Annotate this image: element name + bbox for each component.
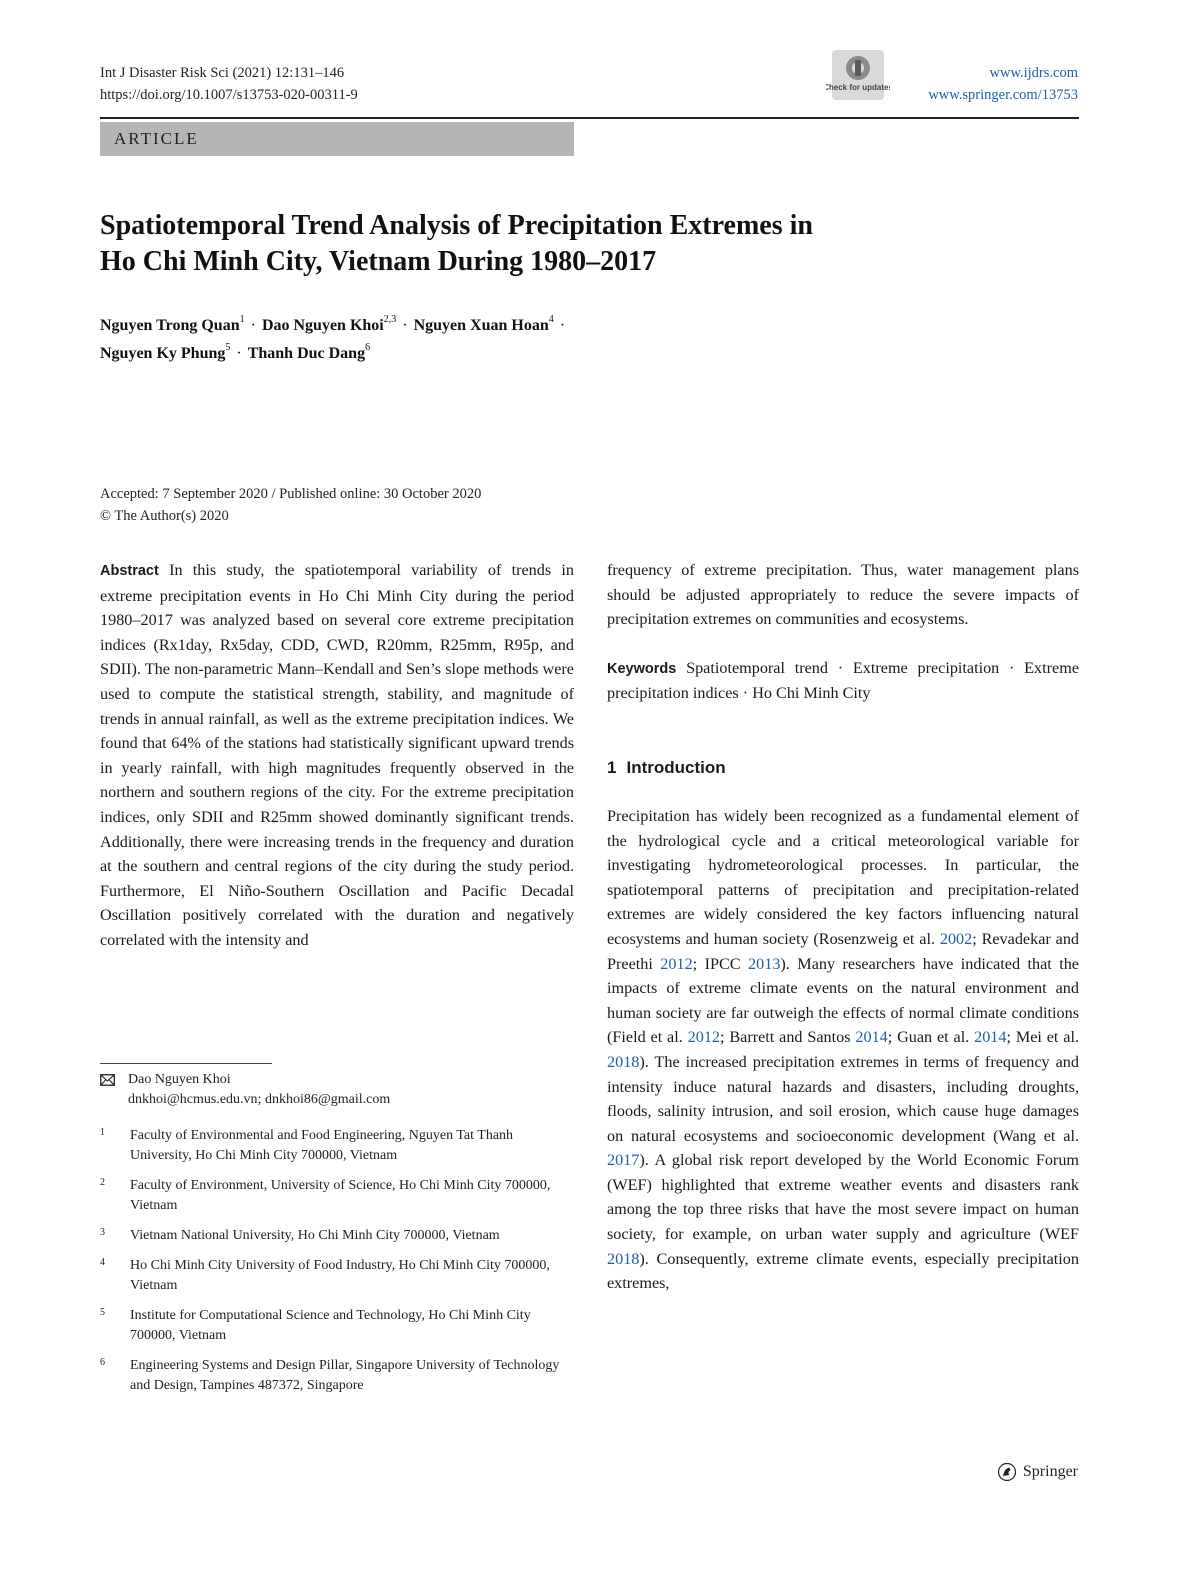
author-name[interactable]: Dao Nguyen Khoi bbox=[261, 317, 384, 334]
author-affiliation-mark: 5 bbox=[225, 342, 231, 353]
footnote-rule bbox=[100, 1063, 272, 1064]
journal-links bbox=[928, 62, 1078, 106]
author-separator: · bbox=[236, 345, 242, 362]
introduction-text-segment: ; Mei et al. bbox=[1006, 1028, 1080, 1047]
affiliation-text: Faculty of Environment, University of Science, Ho Chi Minh City 700000, Vietnam bbox=[130, 1178, 551, 1213]
springer-logo bbox=[997, 1462, 1078, 1482]
affiliation-item bbox=[100, 1176, 574, 1216]
introduction-text-segment: ; Barrett and Santos bbox=[720, 1028, 856, 1047]
affiliation-text: Institute for Computational Science and Technology, Ho Chi Minh City 700000, Vietnam bbox=[130, 1308, 531, 1343]
check-for-updates-badge[interactable] bbox=[826, 46, 890, 104]
author-name[interactable]: Thanh Duc Dang bbox=[247, 345, 366, 362]
header-rule bbox=[100, 117, 1079, 119]
author-name[interactable]: Nguyen Xuan Hoan bbox=[413, 317, 549, 334]
introduction-text-segment: ; Revadekar and Preethi bbox=[607, 929, 1080, 973]
introduction-text-segment: ; IPCC bbox=[692, 954, 749, 973]
author-name[interactable]: Nguyen Trong Quan bbox=[100, 317, 240, 334]
affiliation-item bbox=[100, 1356, 574, 1396]
citation-link[interactable]: 2018 bbox=[607, 1052, 640, 1071]
keywords-text: Spatiotemporal trend · Extreme precipitation · Extreme precipitation indices · Ho Chi Minh City bbox=[607, 658, 1080, 703]
introduction-text-segment: ). Consequently, extreme climate events, especially precipitation extremes, bbox=[607, 1249, 1079, 1293]
affiliation-number: 6 bbox=[100, 1357, 105, 1368]
citation-link[interactable]: 2013 bbox=[748, 954, 781, 973]
footnotes bbox=[100, 1070, 574, 1406]
affiliation-number: 2 bbox=[100, 1177, 105, 1188]
introduction-text-segment: Precipitation has widely been recognized as a fundamental element of the hydrological cycle and a critical meteorological variable for investigating hydrometeorological processes. In particular, the spatiotemporal patterns of precipitation and precipitation-related extremes are widely considered the key factors influencing natural ecosystems and human society (Rosenzweig et al. bbox=[607, 806, 1079, 948]
affiliation-text: Vietnam National University, Ho Chi Minh City 700000, Vietnam bbox=[130, 1228, 500, 1243]
journal-info bbox=[100, 62, 358, 106]
author-affiliation-mark: 6 bbox=[365, 342, 371, 353]
doi-link[interactable]: https://doi.org/10.1007/s13753-020-00311-9 bbox=[100, 87, 358, 103]
article-type-band: ARTICLE bbox=[100, 122, 574, 156]
section-title: Introduction bbox=[626, 757, 726, 777]
author-affiliation-mark: 1 bbox=[239, 314, 245, 325]
keywords-label: Keywords bbox=[607, 660, 677, 677]
corresponding-author-name: Dao Nguyen Khoi bbox=[128, 1072, 231, 1087]
affiliation-item bbox=[100, 1256, 574, 1296]
abstract-continued: frequency of extreme precipitation. Thus, water management plans should be adjusted appropriately to reduce the severe impacts of precipitation extremes on communities and ecosystems. bbox=[607, 561, 1079, 629]
affiliation-list bbox=[100, 1126, 574, 1396]
crossmark-label: Check for updates bbox=[826, 83, 890, 92]
author-separator: · bbox=[402, 317, 408, 334]
abstract bbox=[100, 558, 574, 953]
section-heading bbox=[607, 756, 1079, 780]
affiliation-number: 1 bbox=[100, 1127, 105, 1138]
affiliation-text: Engineering Systems and Design Pillar, Singapore University of Technology and Design, Tampines 487372, Singapore bbox=[130, 1358, 560, 1393]
crossmark-icon bbox=[826, 46, 890, 104]
envelope-icon bbox=[100, 1070, 116, 1110]
accepted-published-dates: Accepted: 7 September 2020 / Published online: 30 October 2020 bbox=[100, 486, 482, 502]
author-separator: · bbox=[559, 317, 566, 334]
citation-link[interactable]: 2014 bbox=[855, 1028, 888, 1047]
journal-site-link[interactable]: www.ijdrs.com bbox=[989, 65, 1078, 81]
introduction-text-segment: ; Guan et al. bbox=[887, 1028, 975, 1047]
author-separator: · bbox=[250, 317, 256, 334]
affiliation-text: Faculty of Environmental and Food Engineering, Nguyen Tat Thanh University, Ho Chi Minh City 700000, Vietnam bbox=[130, 1128, 514, 1163]
corresponding-author bbox=[100, 1070, 574, 1110]
author-affiliation-mark: 2,3 bbox=[383, 314, 397, 325]
title-line-1: Spatiotemporal Trend Analysis of Precipitation Extremes in bbox=[100, 210, 813, 241]
citation-link[interactable]: 2012 bbox=[660, 954, 693, 973]
introduction-text-segment: ). Many researchers have indicated that the impacts of extreme climate events on the natural environment and human society are far outweigh the effects of normal climate conditions (Field et al. bbox=[607, 954, 1079, 1047]
abstract-text: In this study, the spatiotemporal variability of trends in extreme precipitation events in Ho Chi Minh City during the period 1980–2017 was analyzed based on several core extreme precipitation indices (Rx1day, Rx5day, CDD, CWD, R20mm, R25mm, R95p, and SDII). The non-parametric Mann–Kendall and Sen’s slope methods were used to compute the statistical strength, stability, and magnitude of trends in annual rainfall, as well as the extreme precipitation indices. We found that 64% of the stations had statistically significant upward trends in yearly rainfall, with high magnitudes frequently observed in the northern and southern regions of the city. For the extreme precipitation indices, only SDII and R25mm showed dominantly significant trends. Additionally, there were increasing trends in the frequency and duration at the southern and central regions of the city during the study period. Furthermore, El Niño-Southern Oscillation and Pacific Decadal Oscillation positively correlated with the duration and negatively correlated with the intensity and bbox=[100, 561, 574, 949]
publisher-site-link[interactable]: www.springer.com/13753 bbox=[928, 87, 1078, 103]
corresponding-author-email[interactable]: dnkhoi@hcmus.edu.vn; dnkhoi86@gmail.com bbox=[128, 1092, 391, 1107]
left-column bbox=[100, 558, 574, 953]
affiliation-number: 4 bbox=[100, 1257, 105, 1268]
introduction-text bbox=[607, 804, 1079, 1296]
citation-link[interactable]: 2014 bbox=[974, 1028, 1007, 1047]
publisher-name: Springer bbox=[1022, 1463, 1078, 1480]
author-list bbox=[100, 312, 1080, 368]
introduction-text-segment: ). The increased precipitation extremes in terms of frequency and intensity induce natural hazards and disasters, including droughts, floods, salinity intrusion, and soil erosion, which cause huge damages on natural ecosystems and socioeconomic development (Wang et al. bbox=[607, 1052, 1079, 1145]
publication-dates bbox=[100, 483, 481, 527]
author-name[interactable]: Nguyen Ky Phung bbox=[100, 345, 226, 362]
right-column bbox=[607, 558, 1079, 1296]
affiliation-text: Ho Chi Minh City University of Food Industry, Ho Chi Minh City 700000, Vietnam bbox=[130, 1258, 550, 1293]
springer-horse-icon bbox=[997, 1462, 1017, 1482]
author-affiliation-mark: 4 bbox=[548, 314, 554, 325]
citation-link[interactable]: 2002 bbox=[939, 929, 973, 948]
affiliation-item bbox=[100, 1306, 574, 1346]
introduction-text-segment: ). A global risk report developed by the World Economic Forum (WEF) highlighted that extreme weather events and disasters rank among the top three risks that have the most severe impact on human society, for example, on urban water supply and agriculture (WEF bbox=[607, 1151, 1079, 1244]
citation-link[interactable]: 2012 bbox=[687, 1028, 720, 1047]
citation-link[interactable]: 2018 bbox=[607, 1249, 640, 1268]
copyright-notice: © The Author(s) 2020 bbox=[100, 508, 229, 524]
journal-citation: Int J Disaster Risk Sci (2021) 12:131–146 bbox=[100, 65, 345, 81]
keywords bbox=[607, 656, 1079, 706]
affiliation-number: 3 bbox=[100, 1227, 105, 1238]
paper-title bbox=[100, 208, 1080, 280]
citation-link[interactable]: 2017 bbox=[607, 1151, 640, 1170]
affiliation-item bbox=[100, 1126, 574, 1166]
affiliation-number: 5 bbox=[100, 1307, 105, 1318]
affiliation-item bbox=[100, 1226, 574, 1246]
title-line-2: Ho Chi Minh City, Vietnam During 1980–2017 bbox=[100, 246, 657, 277]
abstract-label: Abstract bbox=[100, 563, 159, 579]
section-number: 1 bbox=[607, 757, 617, 777]
